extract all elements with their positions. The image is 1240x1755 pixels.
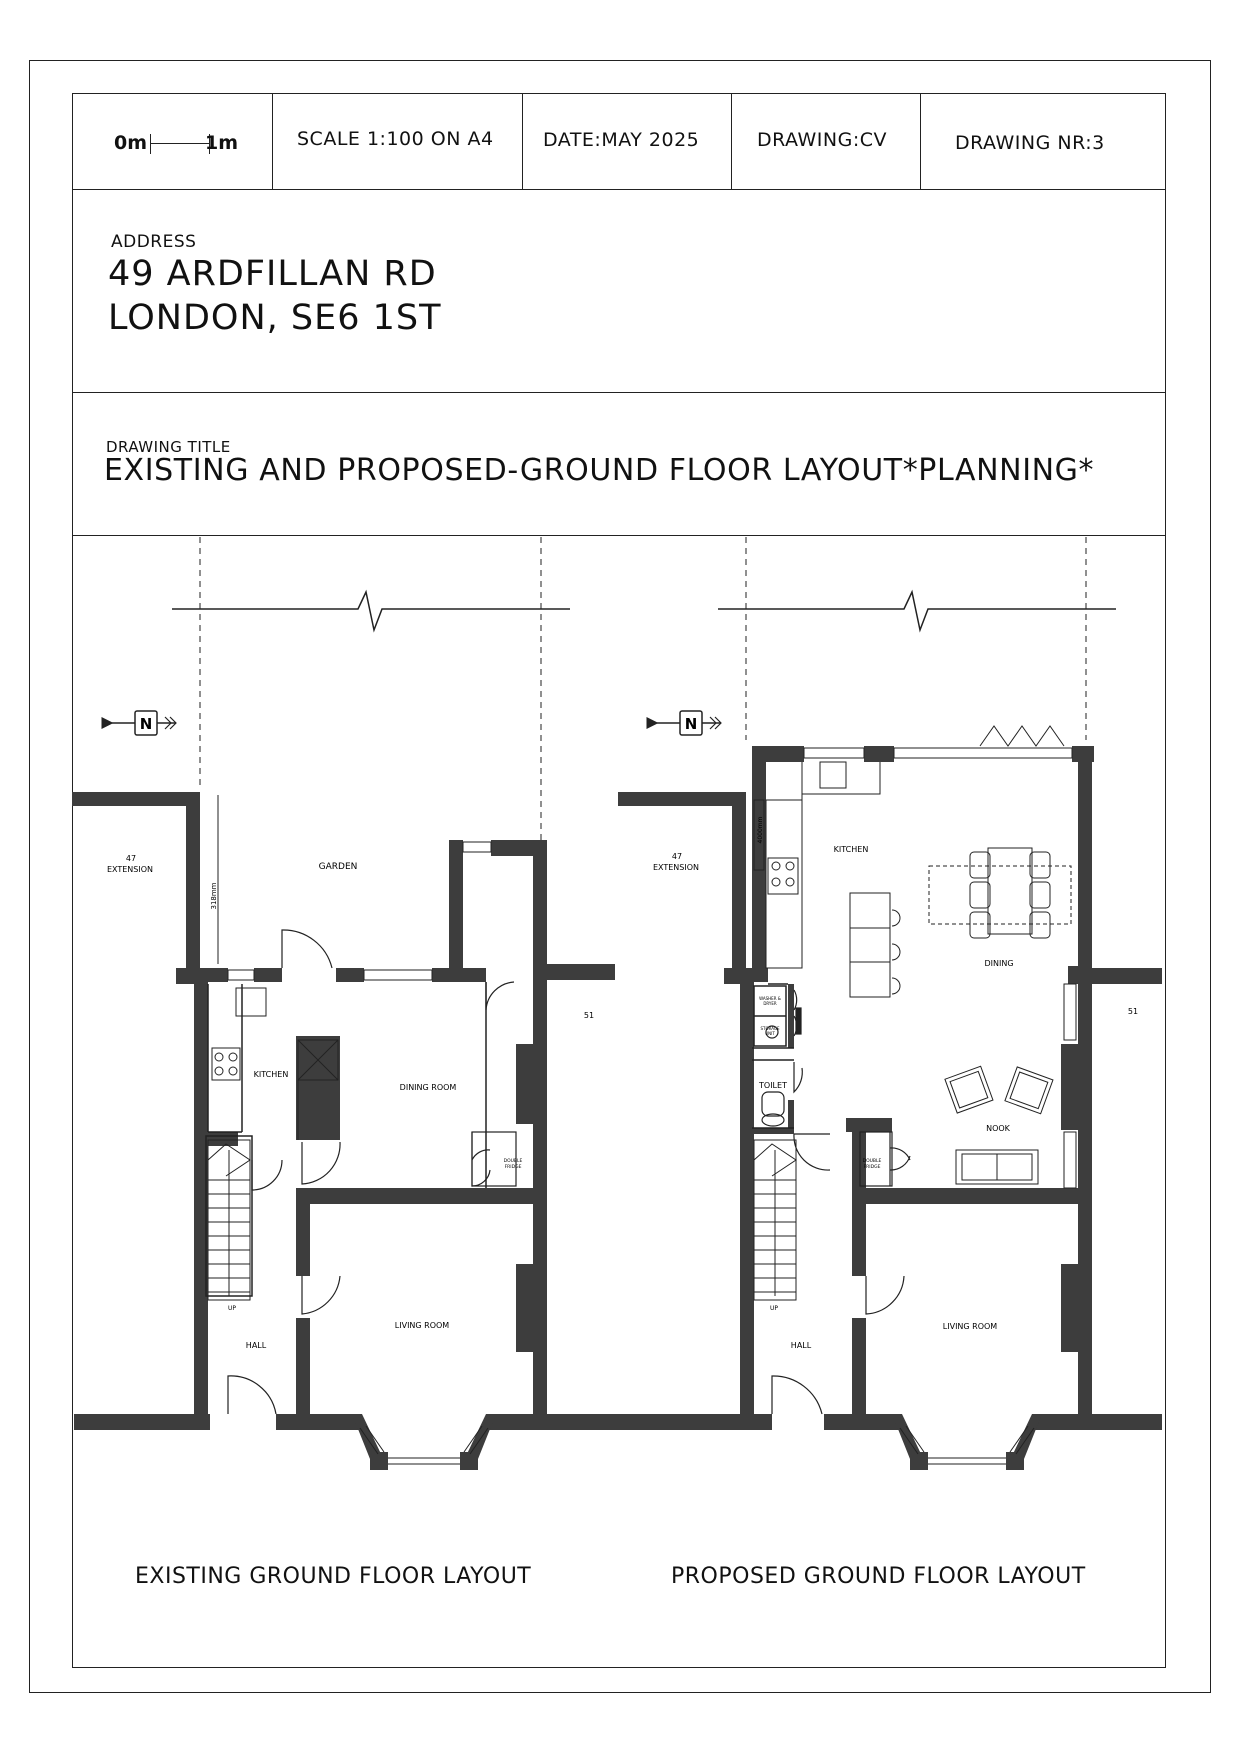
existing-dimension-label: 318mm [210,882,218,910]
proposed-kitchen-fittings [766,762,900,997]
address-label: ADDRESS [111,232,197,252]
drawing-title-label: DRAWING TITLE [106,438,231,456]
proposed-kitchen-label: KITCHEN [833,845,869,854]
existing-fridge-label-2: FRIDGE [504,1165,522,1170]
existing-layout-caption: EXISTING GROUND FLOOR LAYOUT [135,1564,532,1589]
proposed-living-label: LIVING ROOM [942,1322,998,1331]
existing-dining-label: DINING ROOM [399,1083,457,1092]
proposed-plan [618,537,1162,1470]
proposed-storage-label-2: UNIT [765,1031,775,1036]
existing-living-label: LIVING ROOM [394,1321,450,1330]
drawing-number-text: DRAWING NR:3 [955,132,1105,154]
existing-garden-label: GARDEN [318,862,358,872]
existing-north-label: N [139,715,153,733]
proposed-stairs-up-label: UP [769,1305,779,1312]
proposed-layout-caption: PROPOSED GROUND FLOOR LAYOUT [671,1564,1086,1589]
proposed-hall-label: HALL [790,1341,812,1350]
proposed-dining-label: DINING [984,959,1014,968]
proposed-storage-label-1: STORAGE [760,1026,780,1031]
existing-hall-label: HALL [245,1341,267,1350]
existing-doors [228,930,516,1414]
existing-stairs-up-label: UP [227,1305,237,1312]
existing-internal-lines [206,982,486,1296]
proposed-neighbour-47: 47 [671,852,683,861]
existing-neighbour-51: 51 [583,1011,595,1020]
scale-text: SCALE 1:100 ON A4 [297,128,494,150]
proposed-break-line [718,592,1116,630]
proposed-dining-table [929,848,1071,938]
date-text: DATE:MAY 2025 [543,129,700,151]
proposed-washer-label-1: WASHER & [759,996,781,1001]
existing-north-arrow-icon [112,711,176,735]
address-line-1: 49 ARDFILLAN RD [108,254,437,294]
proposed-north-label: N [684,715,698,733]
scale-bar-start: 0m [114,132,148,154]
proposed-fridge-label-1: DOUBLE [862,1159,882,1164]
existing-stairs [208,1140,250,1300]
proposed-neighbour-extension: EXTENSION [652,863,700,872]
proposed-stairs [754,1140,796,1300]
proposed-neighbour-51: 51 [1127,1007,1139,1016]
address-line-2: LONDON, SE6 1ST [108,298,442,338]
proposed-dimension-label: 4000mm [757,816,764,844]
existing-fridge-label-1: DOUBLE [503,1159,523,1164]
existing-neighbour-extension: EXTENSION [106,865,154,874]
drawing-title-text: EXISTING AND PROPOSED-GROUND FLOOR LAYOUT*PLANNING* [104,453,1095,488]
existing-neighbour-47: 47 [125,854,137,863]
existing-break-line [172,592,570,630]
proposed-toilet-label: TOILET [759,1081,787,1090]
proposed-fridge-label-2: FRIDGE [863,1165,881,1170]
proposed-walls [618,746,1162,1470]
existing-walls [72,792,736,1470]
drawing-by-text: DRAWING:CV [757,129,888,151]
proposed-north-arrow-icon [657,711,721,735]
proposed-washer-label-2: DRYER [763,1001,777,1006]
scale-bar-end: 1m [205,132,239,154]
existing-kitchen-label: KITCHEN [253,1070,289,1079]
proposed-nook-label: NOOK [986,1124,1010,1133]
existing-plan [72,537,736,1470]
